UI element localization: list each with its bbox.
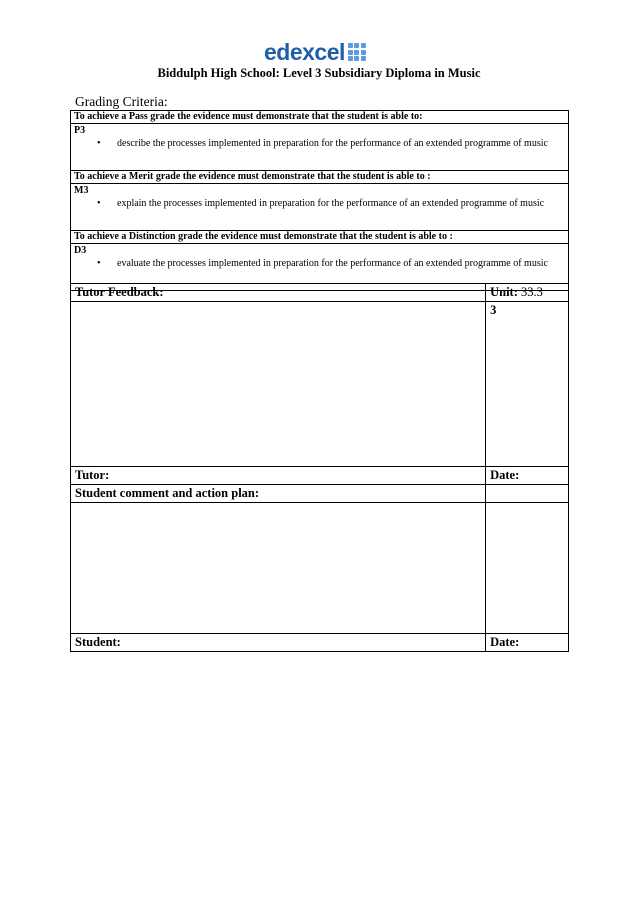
tutor-label: Tutor: [71,467,486,485]
page-title: Biddulph High School: Level 3 Subsidiary Diploma in Music [157,66,481,80]
pass-criteria-header: To achieve a Pass grade the evidence must demonstrate that the student is able to: [71,111,569,124]
logo-dots-icon [348,43,366,61]
tutor-feedback-area[interactable] [71,302,486,467]
student-comment-side-cell [486,485,569,503]
student-comment-label: Student comment and action plan: [71,485,486,503]
distinction-criteria-header: To achieve a Distinction grade the evidence must demonstrate that the student is able to : [71,231,569,244]
merit-criteria-body [71,184,569,231]
criteria-bullet: • evaluate the processes implemented in preparation for the performance of an extended programme of music [116,257,565,270]
criteria-code: M3 [74,185,89,196]
criteria-code: P3 [74,125,86,136]
student-date-label: Date: [486,634,569,652]
grading-criteria-table [70,110,569,291]
unit-value-continued: 3 [486,302,569,467]
unit-label: Unit: [490,285,518,299]
logo-text: edexcel [264,39,345,65]
pass-criteria-body [71,124,569,171]
student-comment-side-area [486,503,569,634]
tutor-feedback-label: Tutor Feedback: [71,284,486,302]
edexcel-logo [264,40,366,64]
tutor-date-label: Date: [486,467,569,485]
feedback-table [70,283,569,652]
unit-value: 33.3 [521,285,543,299]
merit-criteria-header: To achieve a Merit grade the evidence must demonstrate that the student is able to : [71,171,569,184]
student-comment-area[interactable] [71,503,486,634]
criteria-code: D3 [74,245,87,256]
student-label: Student: [71,634,486,652]
unit-cell [486,284,569,302]
grading-criteria-label: Grading Criteria: [75,94,168,109]
criteria-bullet: • explain the processes implemented in preparation for the performance of an extended programme of music [116,197,565,210]
criteria-bullet: • describe the processes implemented in preparation for the performance of an extended programme of music [116,137,565,150]
